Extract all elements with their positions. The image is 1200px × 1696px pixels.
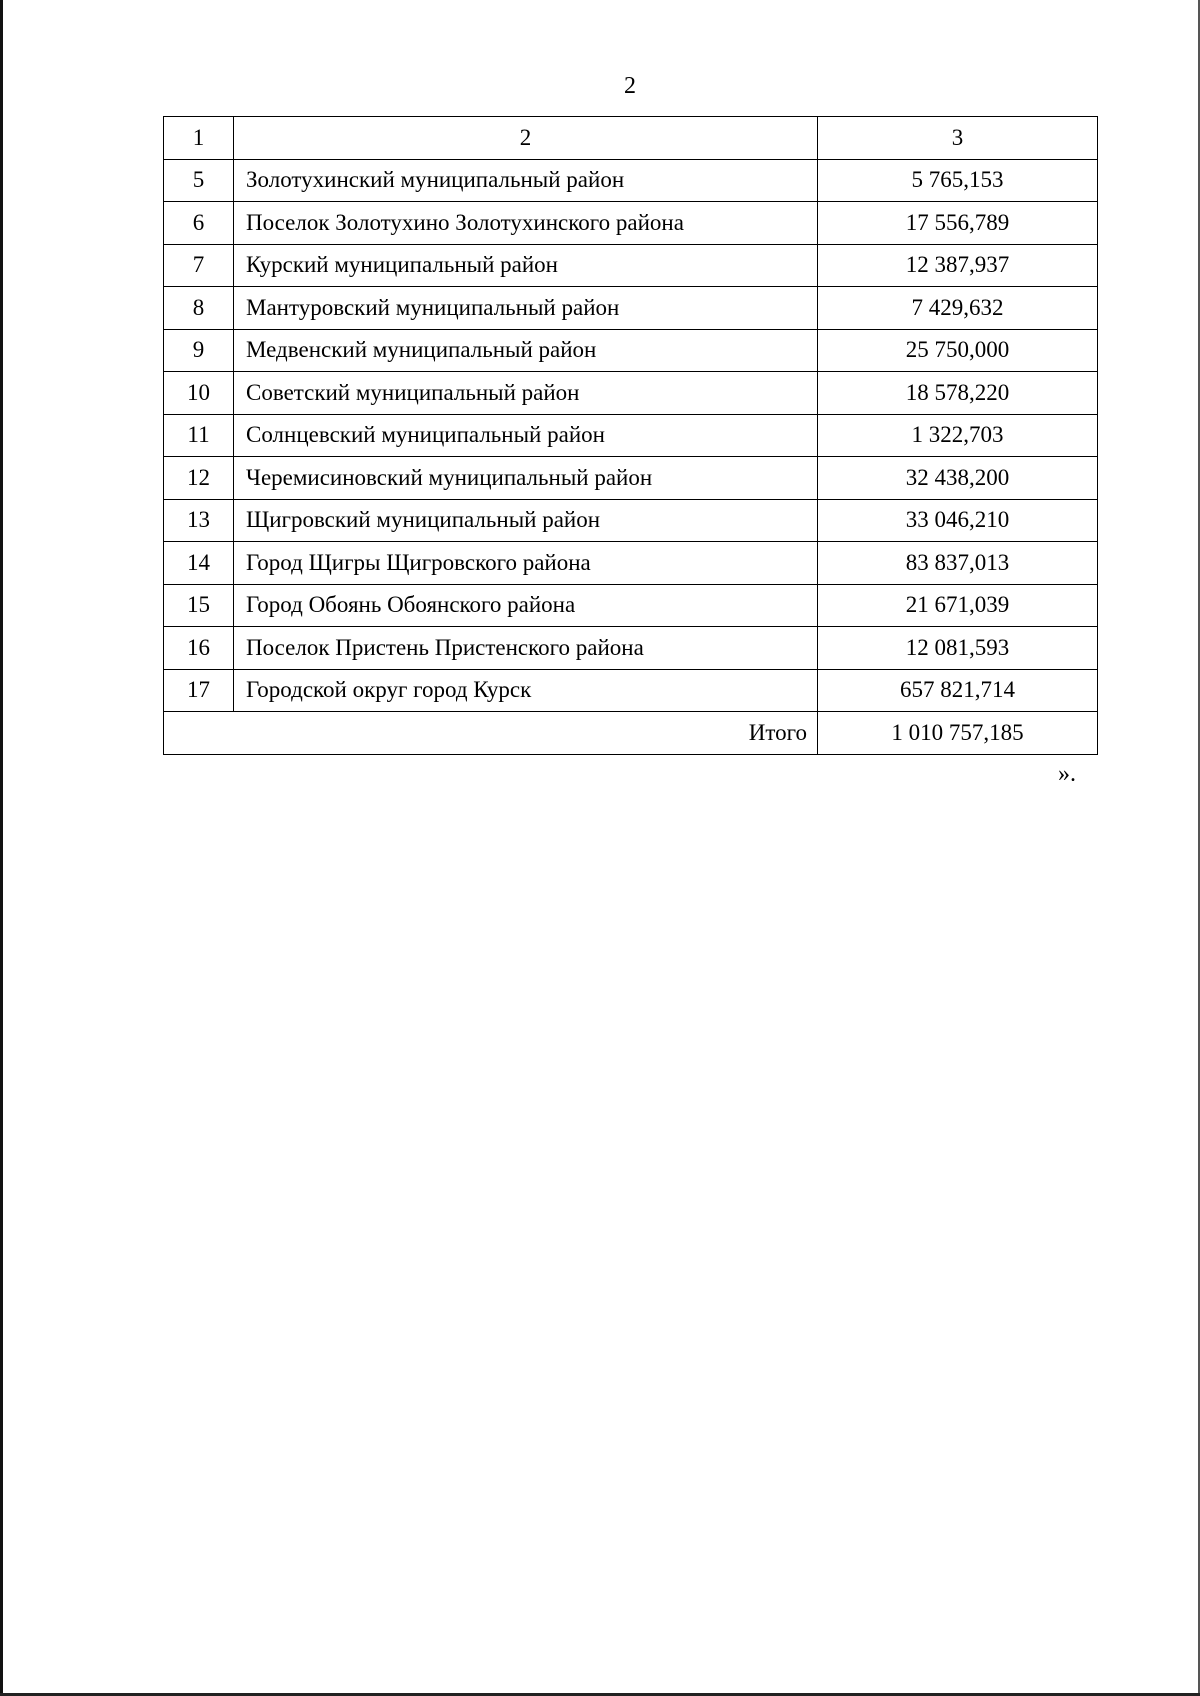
table-row: [164, 584, 1098, 627]
row-number-cell: 5: [164, 159, 234, 202]
table-row: [164, 414, 1098, 457]
total-label-cell: Итого: [164, 712, 818, 755]
table-row: [164, 499, 1098, 542]
scan-edge-left: [0, 0, 3, 1696]
header-cell-name: 2: [234, 117, 818, 160]
row-number-cell: 15: [164, 584, 234, 627]
row-number-cell: 16: [164, 627, 234, 670]
row-name-cell: Медвенский муниципальный район: [234, 329, 818, 372]
row-value-cell: 32 438,200: [818, 457, 1098, 500]
table-body: [164, 117, 1098, 755]
row-number-cell: 7: [164, 244, 234, 287]
table-total-row: [164, 712, 1098, 755]
row-number-cell: 11: [164, 414, 234, 457]
row-number-cell: 13: [164, 499, 234, 542]
row-number-cell: 10: [164, 372, 234, 415]
table-row: [164, 159, 1098, 202]
row-value-cell: 7 429,632: [818, 287, 1098, 330]
row-name-cell: Город Щигры Щигровского района: [234, 542, 818, 585]
row-value-cell: 17 556,789: [818, 202, 1098, 245]
row-value-cell: 33 046,210: [818, 499, 1098, 542]
row-name-cell: Курский муниципальный район: [234, 244, 818, 287]
row-number-cell: 14: [164, 542, 234, 585]
table-header-row: [164, 117, 1098, 160]
row-name-cell: Мантуровский муниципальный район: [234, 287, 818, 330]
row-value-cell: 657 821,714: [818, 669, 1098, 712]
row-name-cell: Щигровский муниципальный район: [234, 499, 818, 542]
row-name-cell: Поселок Золотухино Золотухинского района: [234, 202, 818, 245]
row-value-cell: 21 671,039: [818, 584, 1098, 627]
table-row: [164, 202, 1098, 245]
row-name-cell: Город Обоянь Обоянского района: [234, 584, 818, 627]
row-name-cell: Городской округ город Курск: [234, 669, 818, 712]
row-value-cell: 18 578,220: [818, 372, 1098, 415]
row-value-cell: 5 765,153: [818, 159, 1098, 202]
data-table: [163, 116, 1098, 755]
row-value-cell: 12 387,937: [818, 244, 1098, 287]
row-number-cell: 9: [164, 329, 234, 372]
row-number-cell: 17: [164, 669, 234, 712]
row-name-cell: Советский муниципальный район: [234, 372, 818, 415]
table-row: [164, 457, 1098, 500]
table-row: [164, 329, 1098, 372]
row-name-cell: Золотухинский муниципальный район: [234, 159, 818, 202]
row-value-cell: 25 750,000: [818, 329, 1098, 372]
page-number: 2: [624, 73, 636, 99]
table-row: [164, 372, 1098, 415]
row-number-cell: 8: [164, 287, 234, 330]
row-value-cell: 12 081,593: [818, 627, 1098, 670]
row-name-cell: Солнцевский муниципальный район: [234, 414, 818, 457]
table-row: [164, 542, 1098, 585]
total-value-cell: 1 010 757,185: [818, 712, 1098, 755]
closing-quote-mark: ».: [1058, 761, 1076, 787]
header-cell-number: 1: [164, 117, 234, 160]
row-number-cell: 6: [164, 202, 234, 245]
table-row: [164, 627, 1098, 670]
table-row: [164, 287, 1098, 330]
row-name-cell: Черемисиновский муниципальный район: [234, 457, 818, 500]
row-name-cell: Поселок Пристень Пристенского района: [234, 627, 818, 670]
row-value-cell: 83 837,013: [818, 542, 1098, 585]
table-row: [164, 244, 1098, 287]
row-value-cell: 1 322,703: [818, 414, 1098, 457]
header-cell-value: 3: [818, 117, 1098, 160]
row-number-cell: 12: [164, 457, 234, 500]
table-row: [164, 669, 1098, 712]
